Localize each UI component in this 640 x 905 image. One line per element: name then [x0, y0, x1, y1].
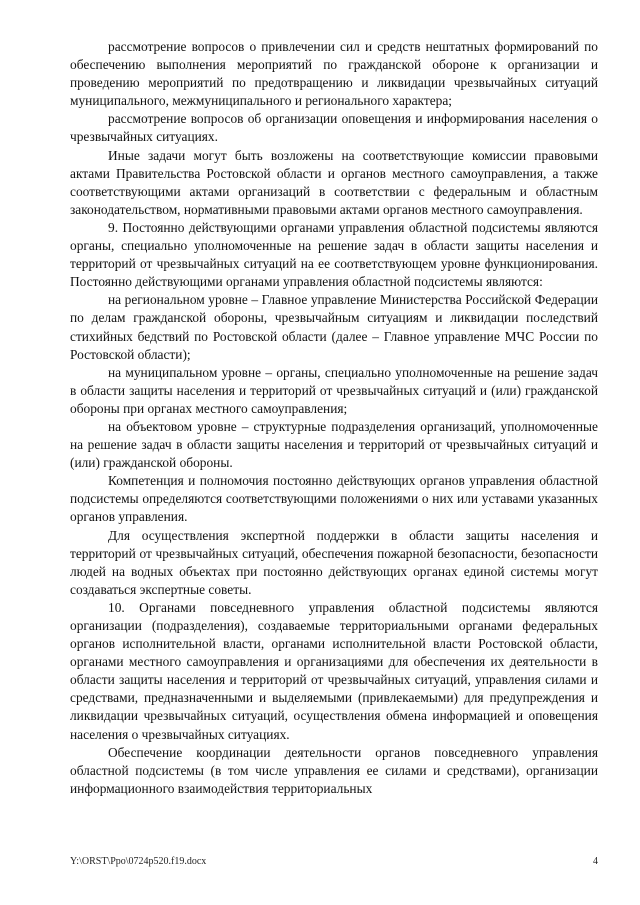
page-number: 4: [593, 856, 598, 867]
footer-file-path: Y:\ORST\Ppo\0724p520.f19.docx: [70, 856, 207, 867]
paragraph: Для осуществления экспертной поддержки в области защиты населения и территорий от чрезвычайных ситуаций, обеспечения пожарной безопасности, безопасности людей на водных объектах при постоянно действующих органах единой системы могут создаваться экспертные советы.: [70, 527, 598, 597]
paragraph: на объектовом уровне – структурные подразделения организаций, уполномоченные на решение задач в области защиты населения и территорий от чрезвычайных ситуаций и (или) гражданской обороны.: [70, 418, 598, 471]
paragraph: Иные задачи могут быть возложены на соответствующие комиссии правовыми актами Правительства Ростовской области и органов местного самоуправления, а также соответствующими актами организаций в соответствии с федеральным и областным законодательством, нормативными правовыми актами органов местного самоуправления.: [70, 147, 598, 217]
paragraph: Обеспечение координации деятельности органов повседневного управления областной подсистемы (в том числе управления ее силами и средствами), организации информационного взаимодействия территориальных: [70, 744, 598, 796]
document-body: [70, 38, 598, 798]
paragraph: на региональном уровне – Главное управление Министерства Российской Федерации по делам гражданской обороны, чрезвычайным ситуациям и ликвидации последствий стихийных бедствий по Ростовской области (далее – Главное управление МЧС России по Ростовской области);: [70, 292, 598, 362]
paragraph: рассмотрение вопросов о привлечении сил и средств нештатных формирований по обеспечению выполнения мероприятий по гражданской обороне к организации и проведению мероприятий по предотвращению и ликвидации чрезвычайных ситуаций муниципального, межмуниципального и регионального характера;: [70, 39, 598, 109]
paragraph: 9. Постоянно действующими органами управления областной подсистемы являются органы, специально уполномоченные на решение задач в области защиты населения и территорий от чрезвычайных ситуаций на ее соответствующем уровне функционирования. Постоянно действующими органами управления областной подсистемы являются:: [70, 219, 598, 290]
paragraph: на муниципальном уровне – органы, специально уполномоченные на решение задач в области защиты населения и территорий от чрезвычайных ситуаций и (или) гражданской обороны при органах местного самоуправления;: [70, 364, 598, 416]
paragraph: рассмотрение вопросов об организации оповещения и информирования населения о чрезвычайных ситуациях.: [70, 111, 598, 145]
paragraph: 10. Органами повседневного управления областной подсистемы являются организации (подразделения), создаваемые территориальными органами федеральных органов исполнительной власти, органами исполнительной власти Ростовской области, органами местного самоуправления и организациями для обеспечения их деятельности в области защиты населения и территорий от чрезвычайных ситуаций, управления силами и средствами, предназначенными и выделяемыми (привлекаемыми) для предупреждения и ликвидации чрезвычайных ситуаций, осуществления обмена информацией и оповещения населения о чрезвычайных ситуациях.: [70, 599, 598, 742]
paragraph: Компетенция и полномочия постоянно действующих органов управления областной подсистемы определяются соответствующими положениями о них или уставами указанных органов управления.: [70, 473, 598, 525]
